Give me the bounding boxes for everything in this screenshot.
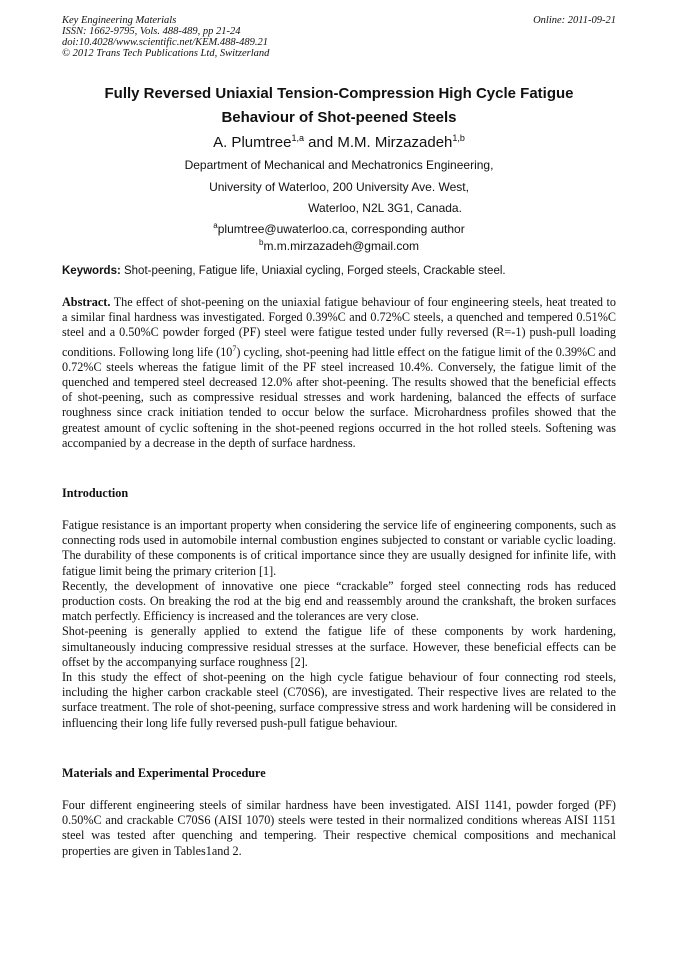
author-1-sup: 1,a <box>291 133 304 143</box>
journal-header <box>62 15 269 59</box>
author-1: A. Plumtree <box>213 134 292 151</box>
email-2-sup: b <box>258 238 264 247</box>
author-2: M.M. Mirzazadeh <box>337 134 453 151</box>
journal-name: Key Engineering Materials <box>62 15 177 26</box>
journal-copyright: © 2012 Trans Tech Publications Ltd, Switzerland <box>62 48 270 59</box>
introduction-paragraph-4: In this study the effect of shot-peening on the high cycle fatigue behaviour of four connecting rod steels, including the higher carbon crackable steel (C70S6), are investigated. Their respective lives are related to the surface treatment. The role of shot-peening, surface compressive stress and work hardening will be considered in influencing their long life fully reversed push-pull fatigue behaviour. <box>62 670 616 730</box>
abstract-text-part-2: ) cycling, shot-peening had little effect on the fatigue limit of the 0.39%C and 0.72%C steels whereas the fatigue limit of the PF steel increased 10.4%. Conversely, the fatigue limit of the quenched and tempered steel decreased 12.0% after shot-peening. The results showed that the beneficial effects of shot-peening, such as compressive residual stresses and work hardening, balanced the effects of surface roughness since crack initiation tended to occur below the surface. Microhardness profiles showed that the greatest amount of cyclic softening in the shot-peened regions occurred in the hot rolled steels. Softening was accompanied by a decrease in the depth of surface hardness. <box>62 344 616 450</box>
paper-title <box>62 82 616 130</box>
introduction-paragraph-2: Recently, the development of innovative one piece “crackable” forged steel connecting rods has reduced production costs. On breaking the rod at the big end and reassembly around the crankshaft, the broken surfaces match perfectly. Efficiency is increased and the tolerances are very close. <box>62 578 616 624</box>
author-line <box>62 128 616 153</box>
abstract <box>62 295 616 451</box>
abstract-exponent: 7 <box>232 343 237 353</box>
email-2-line <box>62 236 616 253</box>
online-date: Online: 2011-09-21 <box>533 15 616 26</box>
keywords <box>62 264 616 278</box>
title-line-1: Fully Reversed Uniaxial Tension-Compression High Cycle Fatigue <box>104 85 574 102</box>
introduction-paragraph-1: Fatigue resistance is an important property when considering the service life of engineering components, such as connecting rods used in automobile internal combustion engines subjected to constant or variable cyclic loading. The durability of these components is of critical importance since they are usually designed for infinite life, with fatigue limit being the primary criterion [1]. <box>62 518 616 578</box>
author-2-sup: 1,b <box>452 133 465 143</box>
introduction-body <box>62 518 616 731</box>
email-1-sup: a <box>213 221 218 230</box>
introduction-paragraph-3: Shot-peening is generally applied to extend the fatigue life of these components by work hardening, simultaneously inducing compressive residual stresses at the surface. However, these beneficial effects can be offset by the accompanying surface roughness [2]. <box>62 624 616 669</box>
materials-paragraph-1: Four different engineering steels of similar hardness have been investigated. AISI 1141, powder forged (PF) 0.50%C and crackable C70S6 (AISI 1070) steels were tested in their normalized conditions whereas AISI 1151 steel was tested after quenching and tempering. Their respective chemical compositions and mechanical properties are given in Tables1and 2. <box>62 798 616 858</box>
email-1-line <box>62 219 616 236</box>
materials-heading: Materials and Experimental Procedure <box>62 766 266 780</box>
keywords-list: Shot-peening, Fatigue life, Uniaxial cycling, Forged steels, Crackable steel. <box>120 265 506 277</box>
abstract-text-part-1: The effect of shot-peening on the uniaxial fatigue behaviour of four engineering steels, heat treated to a similar final hardness was investigated. Forged 0.39%C and 0.72%C steels, a quenched and tempered 0.51%C steel and a 0.50%C powder forged (PF) steel were fatigue tested under fully reversed (R=-1) push-pull loading conditions. Following long life (10 <box>62 295 616 359</box>
email-1: plumtree@uwaterloo.ca, corresponding author <box>217 222 465 236</box>
author-emails <box>62 219 616 253</box>
affiliation <box>62 155 616 220</box>
affiliation-line-2: University of Waterloo, 200 University Ave. West, <box>209 179 469 194</box>
email-2: m.m.mirzazadeh@gmail.com <box>263 239 419 253</box>
materials-body <box>62 798 616 859</box>
introduction-heading: Introduction <box>62 486 129 500</box>
journal-issn: ISSN: 1662-9795, Vols. 488-489, pp 21-24 <box>62 26 241 37</box>
affiliation-line-1: Department of Mechanical and Mechatronics Engineering, <box>184 158 494 172</box>
title-line-2: Behaviour of Shot-peened Steels <box>221 109 457 126</box>
author-conjunction: and <box>303 134 338 151</box>
abstract-label: Abstract. <box>62 295 111 309</box>
journal-doi: doi:10.4028/www.scientific.net/KEM.488-489.21 <box>62 37 268 48</box>
keywords-label: Keywords: <box>62 265 121 277</box>
affiliation-line-3: Waterloo, N2L 3G1, Canada. <box>308 201 462 215</box>
